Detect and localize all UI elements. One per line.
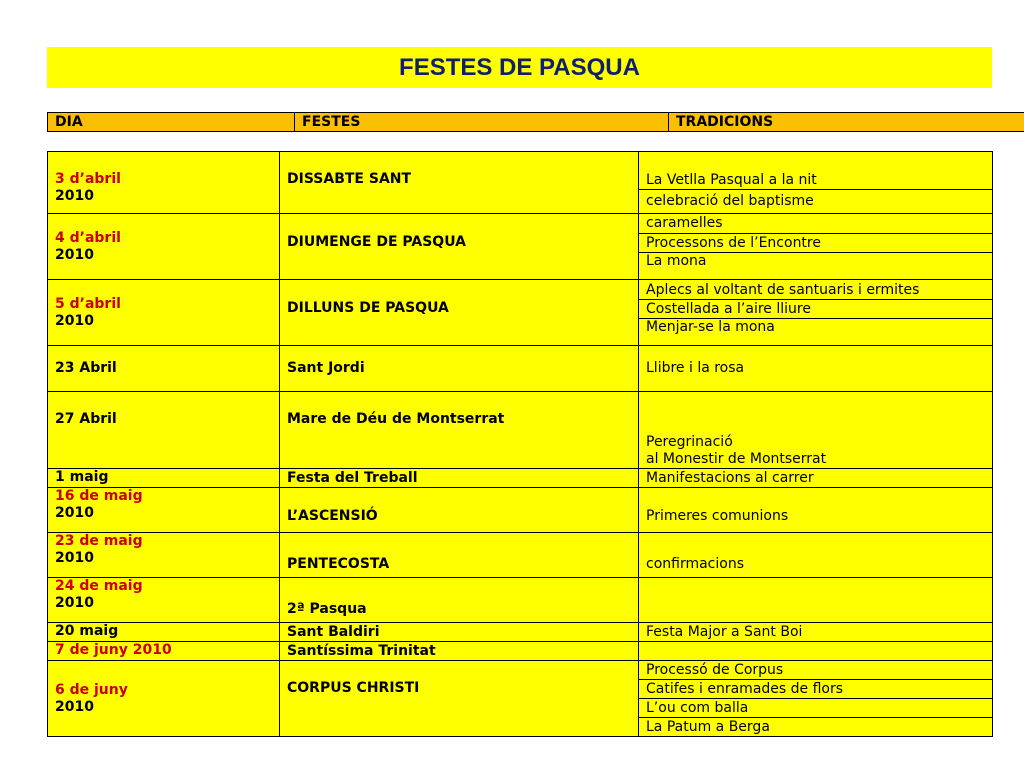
table-row <box>48 661 993 680</box>
table-row <box>48 214 993 234</box>
tradition-cell: Festa Major a Sant Boi <box>639 623 993 642</box>
date-cell: 1 maig <box>48 469 280 488</box>
festival-name: Sant Jordi <box>280 346 639 392</box>
tradition-cell: Processons de l’Encontre <box>639 234 993 253</box>
date-year: 2010 <box>55 246 94 263</box>
tradition-line: Peregrinació <box>646 434 733 450</box>
tradition-cell <box>639 642 993 661</box>
tradition-line: al Monestir de Montserrat <box>646 451 827 467</box>
tradition-cell: La Vetlla Pasqual a la nit <box>639 152 993 190</box>
table-row <box>48 623 993 642</box>
date-cell <box>48 578 280 623</box>
date-day: 3 d’abril <box>55 171 121 187</box>
date-cell <box>48 280 280 346</box>
festival-name: Festa del Treball <box>280 469 639 488</box>
date-cell: 23 Abril <box>48 346 280 392</box>
festival-name: PENTECOSTA <box>280 533 639 578</box>
date-year: 2010 <box>55 550 94 566</box>
tradition-cell: Aplecs al voltant de santuaris i ermites <box>639 280 993 300</box>
date-cell <box>48 214 280 280</box>
festivals-table <box>47 151 993 737</box>
date-year: 2010 <box>55 312 94 329</box>
date-day: 7 de juny 2010 <box>55 642 172 658</box>
date-cell <box>48 488 280 533</box>
date-cell <box>48 661 280 737</box>
table-row <box>48 392 993 469</box>
festival-name: Mare de Déu de Montserrat <box>280 392 639 469</box>
tradition-cell: Llibre i la rosa <box>639 346 993 392</box>
header-row <box>48 113 1024 132</box>
table-row <box>48 152 993 190</box>
date-cell <box>48 152 280 214</box>
title-banner <box>47 47 992 88</box>
header-tradicions: TRADICIONS <box>669 113 1024 132</box>
festival-name: L’ASCENSIÓ <box>280 488 639 533</box>
tradition-cell: Primeres comunions <box>639 488 993 533</box>
table-row <box>48 642 993 661</box>
festival-name: CORPUS CHRISTI <box>280 661 639 737</box>
festival-name: Sant Baldiri <box>280 623 639 642</box>
header-dia: DIA <box>48 113 295 132</box>
date-year: 2010 <box>55 505 94 521</box>
festival-name: Santíssima Trinitat <box>280 642 639 661</box>
date-day: 16 de maig <box>55 488 143 504</box>
festival-name: DILLUNS DE PASQUA <box>280 280 639 346</box>
tradition-cell: L’ou com balla <box>639 699 993 718</box>
date-year: 2010 <box>55 698 94 715</box>
tradition-cell: caramelles <box>639 214 993 234</box>
table-row <box>48 533 993 578</box>
tradition-cell <box>639 578 993 623</box>
festival-name: 2ª Pasqua <box>280 578 639 623</box>
tradition-cell: confirmacions <box>639 533 993 578</box>
tradition-cell: Processó de Corpus <box>639 661 993 680</box>
tradition-cell: Menjar-se la mona <box>639 319 993 346</box>
header-table <box>47 112 1024 132</box>
table-row <box>48 578 993 623</box>
tradition-cell: La mona <box>639 253 993 280</box>
date-day: 6 de juny <box>55 681 128 698</box>
table-row <box>48 469 993 488</box>
date-day: 24 de maig <box>55 578 143 594</box>
tradition-cell: Catifes i enramades de flors <box>639 680 993 699</box>
tradition-cell <box>639 392 993 469</box>
tradition-cell: Manifestacions al carrer <box>639 469 993 488</box>
date-cell <box>48 533 280 578</box>
page-title: FESTES DE PASQUA <box>399 53 640 81</box>
date-cell: 20 maig <box>48 623 280 642</box>
tradition-cell: La Patum a Berga <box>639 718 993 737</box>
tradition-cell: Costellada a l’aire lliure <box>639 300 993 319</box>
tradition-cell: celebració del baptisme <box>639 190 993 214</box>
table-row <box>48 280 993 300</box>
date-year: 2010 <box>55 595 94 611</box>
table-row <box>48 488 993 533</box>
date-cell <box>48 642 280 661</box>
date-cell: 27 Abril <box>48 392 280 469</box>
table-row <box>48 346 993 392</box>
date-year: 2010 <box>55 188 94 204</box>
date-day: 5 d’abril <box>55 295 121 312</box>
festival-name: DIUMENGE DE PASQUA <box>280 214 639 280</box>
date-day: 4 d’abril <box>55 229 121 246</box>
festival-name: DISSABTE SANT <box>280 152 639 214</box>
header-festes: FESTES <box>295 113 669 132</box>
date-day: 23 de maig <box>55 533 143 549</box>
